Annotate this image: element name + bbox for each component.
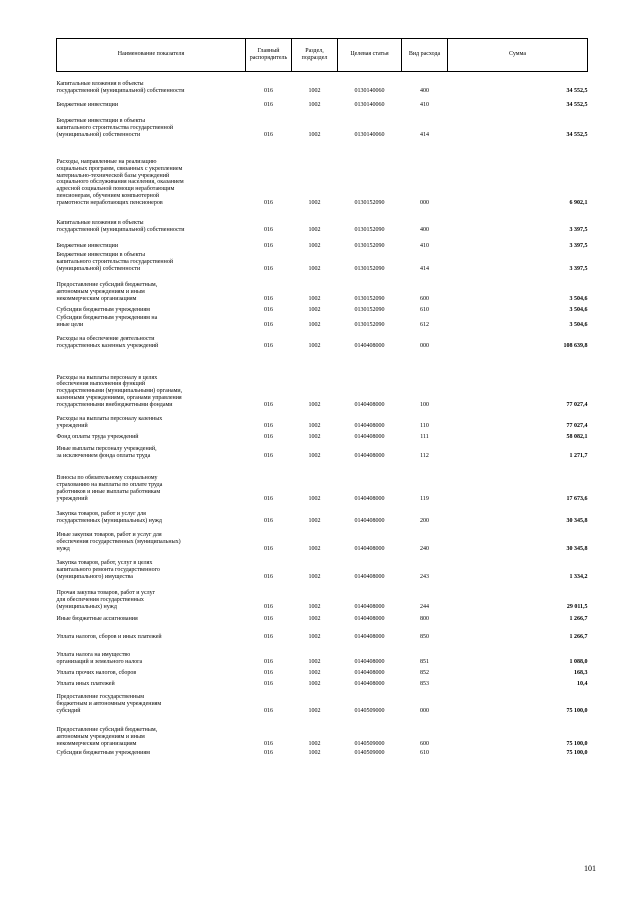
row-target-article: 0130152090 bbox=[354, 306, 385, 313]
row-sum: 1 334,2 bbox=[569, 573, 588, 580]
row-target-article: 0140509000 bbox=[354, 740, 385, 747]
row-name: Бюджетные инвестиции bbox=[56, 101, 119, 108]
table-header bbox=[57, 39, 588, 72]
row-target-article: 0140408000 bbox=[354, 545, 385, 552]
row-main-manager: 016 bbox=[264, 199, 273, 206]
row-target-article: 0140408000 bbox=[354, 603, 385, 610]
row-name: Предоставление субсидий бюджетным, автономным учреждениям и иным некоммерческим организациям bbox=[56, 727, 158, 747]
row-section: 1002 bbox=[308, 226, 321, 233]
row-target-article: 0140408000 bbox=[354, 658, 385, 665]
table-row bbox=[57, 329, 588, 350]
row-section: 1002 bbox=[308, 401, 321, 408]
row-sum: 3 504,6 bbox=[569, 295, 588, 302]
row-expense-type: 000 bbox=[420, 707, 429, 714]
row-name: Бюджетные инвестиции в объекты капитального строительства государственной (муниципальной) собственности bbox=[56, 118, 174, 138]
row-section: 1002 bbox=[308, 433, 321, 440]
row-main-manager: 016 bbox=[264, 495, 273, 502]
row-main-manager: 016 bbox=[264, 295, 273, 302]
row-name: Расходы на выплаты персоналу казенных учреждений bbox=[56, 415, 163, 429]
header-main-manager: Главный распорядитель bbox=[246, 39, 292, 72]
table-body bbox=[57, 72, 588, 757]
row-main-manager: 016 bbox=[264, 131, 273, 138]
header-section: Раздел, подраздел bbox=[292, 39, 338, 72]
row-name: Закупка товаров, работ и услуг для государственных (муниципальных) нужд bbox=[56, 510, 162, 524]
row-section: 1002 bbox=[308, 295, 321, 302]
row-expense-type: 851 bbox=[420, 658, 429, 665]
row-name: Бюджетные инвестиции в объекты капитального строительства государственной (муниципальной) собственности bbox=[56, 252, 174, 272]
row-sum: 75 100,0 bbox=[566, 749, 588, 756]
row-name: Уплата прочих налогов, сборов bbox=[56, 669, 137, 676]
row-expense-type: 240 bbox=[420, 545, 429, 552]
row-target-article: 0130140060 bbox=[354, 101, 385, 108]
table-row bbox=[57, 303, 588, 314]
table-row bbox=[57, 314, 588, 329]
row-name: Иные выплаты персоналу учреждений, за исключением фонда оплаты труда bbox=[56, 445, 157, 459]
row-sum: 6 902,1 bbox=[569, 199, 588, 206]
row-main-manager: 016 bbox=[264, 433, 273, 440]
row-expense-type: 400 bbox=[420, 87, 429, 94]
row-section: 1002 bbox=[308, 87, 321, 94]
row-main-manager: 016 bbox=[264, 422, 273, 429]
row-target-article: 0140509000 bbox=[354, 707, 385, 714]
row-section: 1002 bbox=[308, 517, 321, 524]
row-main-manager: 016 bbox=[264, 573, 273, 580]
table-row bbox=[57, 250, 588, 273]
row-main-manager: 016 bbox=[264, 517, 273, 524]
row-section: 1002 bbox=[308, 342, 321, 349]
row-target-article: 0140408000 bbox=[354, 452, 385, 459]
row-target-article: 0130140060 bbox=[354, 131, 385, 138]
row-expense-type: 410 bbox=[420, 242, 429, 249]
row-section: 1002 bbox=[308, 680, 321, 687]
row-main-manager: 016 bbox=[264, 680, 273, 687]
row-section: 1002 bbox=[308, 265, 321, 272]
table-row bbox=[57, 207, 588, 234]
row-name: Предоставление государственным бюджетным и автономным учреждениям субсидий bbox=[56, 694, 162, 714]
row-expense-type: 200 bbox=[420, 517, 429, 524]
row-sum: 17 673,6 bbox=[566, 495, 588, 502]
row-section: 1002 bbox=[308, 658, 321, 665]
header-target-article: Целевая статья bbox=[338, 39, 402, 72]
row-section: 1002 bbox=[308, 707, 321, 714]
row-name: Субсидии бюджетным учреждениям bbox=[56, 749, 150, 756]
row-sum: 168,3 bbox=[574, 669, 588, 676]
row-sum: 1 266,7 bbox=[569, 633, 588, 640]
table-row bbox=[57, 273, 588, 303]
row-main-manager: 016 bbox=[264, 342, 273, 349]
row-expense-type: 243 bbox=[420, 573, 429, 580]
table-row bbox=[57, 641, 588, 666]
row-sum: 34 552,5 bbox=[566, 87, 588, 94]
table-row bbox=[57, 234, 588, 250]
row-expense-type: 100 bbox=[420, 401, 429, 408]
row-main-manager: 016 bbox=[264, 545, 273, 552]
row-expense-type: 414 bbox=[420, 265, 429, 272]
table-row bbox=[57, 441, 588, 460]
row-section: 1002 bbox=[308, 615, 321, 622]
row-name: Капитальные вложения в объекты государственной (муниципальной) собственности bbox=[56, 80, 185, 94]
row-section: 1002 bbox=[308, 573, 321, 580]
row-name: Субсидии бюджетным учреждениям bbox=[56, 306, 150, 313]
row-sum: 3 397,5 bbox=[569, 226, 588, 233]
row-target-article: 0130152090 bbox=[354, 265, 385, 272]
row-section: 1002 bbox=[308, 242, 321, 249]
table-row bbox=[57, 677, 588, 688]
row-main-manager: 016 bbox=[264, 658, 273, 665]
row-main-manager: 016 bbox=[264, 633, 273, 640]
table-row bbox=[57, 95, 588, 109]
page-number: 101 bbox=[584, 864, 596, 873]
row-section: 1002 bbox=[308, 749, 321, 756]
row-expense-type: 852 bbox=[420, 669, 429, 676]
header-indicator-name: Наименование показателя bbox=[57, 39, 246, 72]
table-row bbox=[57, 460, 588, 503]
table-row bbox=[57, 503, 588, 525]
row-name: Расходы на выплаты персоналу в целях обеспечения выполнения функций государственными (муниципальными) органами, казенными учреждениями, органами управления государственными внебюджетными фондами bbox=[56, 374, 183, 408]
row-expense-type: 853 bbox=[420, 680, 429, 687]
row-name: Уплата иных платежей bbox=[56, 680, 115, 687]
row-target-article: 0140408000 bbox=[354, 669, 385, 676]
row-section: 1002 bbox=[308, 131, 321, 138]
row-main-manager: 016 bbox=[264, 306, 273, 313]
row-sum: 75 100,0 bbox=[566, 707, 588, 714]
row-sum: 108 639,8 bbox=[563, 342, 588, 349]
row-section: 1002 bbox=[308, 495, 321, 502]
row-target-article: 0140408000 bbox=[354, 680, 385, 687]
row-expense-type: 000 bbox=[420, 342, 429, 349]
row-expense-type: 800 bbox=[420, 615, 429, 622]
table-row bbox=[57, 409, 588, 430]
row-section: 1002 bbox=[308, 545, 321, 552]
row-expense-type: 850 bbox=[420, 633, 429, 640]
row-expense-type: 600 bbox=[420, 295, 429, 302]
row-main-manager: 016 bbox=[264, 707, 273, 714]
row-target-article: 0130152090 bbox=[354, 321, 385, 328]
row-main-manager: 016 bbox=[264, 265, 273, 272]
row-name: Бюджетные инвестиции bbox=[56, 242, 119, 249]
table-row bbox=[57, 72, 588, 95]
row-sum: 29 011,5 bbox=[566, 603, 588, 610]
row-target-article: 0130152090 bbox=[354, 295, 385, 302]
row-sum: 3 504,6 bbox=[569, 306, 588, 313]
row-name: Субсидии бюджетным учреждениям на иные цели bbox=[56, 314, 158, 328]
header-expense-type: Вид расхода bbox=[402, 39, 448, 72]
row-section: 1002 bbox=[308, 669, 321, 676]
row-sum: 3 397,5 bbox=[569, 265, 588, 272]
table-row bbox=[57, 350, 588, 409]
row-expense-type: 110 bbox=[420, 422, 429, 429]
row-expense-type: 600 bbox=[420, 740, 429, 747]
row-expense-type: 112 bbox=[420, 452, 429, 459]
row-target-article: 0140509000 bbox=[354, 749, 385, 756]
table-row bbox=[57, 109, 588, 139]
row-sum: 30 345,8 bbox=[566, 517, 588, 524]
row-name: Расходы, направленные на реализацию социальных программ, связанных с укреплением материально-технической базы учреждений социального обслуживания населения, оказанием адресной социальной помощи неработающим пенсионерам, обучением компьютерной грамотности неработающих пенсионеров bbox=[56, 158, 184, 206]
row-sum: 3 397,5 bbox=[569, 242, 588, 249]
row-main-manager: 016 bbox=[264, 321, 273, 328]
row-section: 1002 bbox=[308, 422, 321, 429]
row-sum: 1 266,7 bbox=[569, 615, 588, 622]
row-expense-type: 414 bbox=[420, 131, 429, 138]
row-target-article: 0140408000 bbox=[354, 517, 385, 524]
table-row bbox=[57, 666, 588, 677]
row-main-manager: 016 bbox=[264, 226, 273, 233]
row-sum: 58 082,1 bbox=[566, 433, 588, 440]
row-expense-type: 119 bbox=[420, 495, 429, 502]
row-target-article: 0140408000 bbox=[354, 573, 385, 580]
row-name: Уплата налога на имущество организаций и земельного налога bbox=[56, 651, 143, 665]
row-target-article: 0140408000 bbox=[354, 342, 385, 349]
table-row bbox=[57, 553, 588, 581]
table-row bbox=[57, 139, 588, 207]
row-target-article: 0140408000 bbox=[354, 633, 385, 640]
row-sum: 34 552,5 bbox=[566, 131, 588, 138]
table-row bbox=[57, 748, 588, 757]
row-main-manager: 016 bbox=[264, 615, 273, 622]
row-target-article: 0130152090 bbox=[354, 226, 385, 233]
budget-table bbox=[56, 38, 588, 757]
row-name: Взносы по обязательному социальному страхованию на выплаты по оплате труда работников и иные выплаты работникам учреждений bbox=[56, 475, 163, 502]
row-target-article: 0130140060 bbox=[354, 87, 385, 94]
row-section: 1002 bbox=[308, 321, 321, 328]
table-row bbox=[57, 430, 588, 441]
row-sum: 10,4 bbox=[577, 680, 588, 687]
row-section: 1002 bbox=[308, 633, 321, 640]
row-sum: 77 027,4 bbox=[566, 401, 588, 408]
row-section: 1002 bbox=[308, 603, 321, 610]
row-sum: 30 345,8 bbox=[566, 545, 588, 552]
row-name: Иные бюджетные ассигнования bbox=[56, 615, 138, 622]
row-section: 1002 bbox=[308, 740, 321, 747]
row-target-article: 0130152090 bbox=[354, 242, 385, 249]
row-sum: 75 100,0 bbox=[566, 740, 588, 747]
row-name: Закупка товаров, работ, услуг в целях капитального ремонта государственного (муниципального) имущества bbox=[56, 560, 160, 580]
row-expense-type: 244 bbox=[420, 603, 429, 610]
row-main-manager: 016 bbox=[264, 669, 273, 676]
row-target-article: 0140408000 bbox=[354, 401, 385, 408]
row-target-article: 0140408000 bbox=[354, 495, 385, 502]
row-sum: 1 088,0 bbox=[569, 658, 588, 665]
row-main-manager: 016 bbox=[264, 603, 273, 610]
row-target-article: 0140408000 bbox=[354, 433, 385, 440]
row-sum: 34 552,5 bbox=[566, 101, 588, 108]
row-expense-type: 610 bbox=[420, 749, 429, 756]
row-expense-type: 610 bbox=[420, 306, 429, 313]
row-section: 1002 bbox=[308, 452, 321, 459]
row-name: Капитальные вложения в объекты государственной (муниципальной) собственности bbox=[56, 219, 185, 233]
row-sum: 1 271,7 bbox=[569, 452, 588, 459]
row-main-manager: 016 bbox=[264, 740, 273, 747]
row-expense-type: 000 bbox=[420, 199, 429, 206]
row-section: 1002 bbox=[308, 306, 321, 313]
row-main-manager: 016 bbox=[264, 242, 273, 249]
row-main-manager: 016 bbox=[264, 401, 273, 408]
row-main-manager: 016 bbox=[264, 749, 273, 756]
row-name: Расходы на обеспечение деятельности государственных казенных учреждений bbox=[56, 335, 159, 349]
table-row bbox=[57, 581, 588, 611]
row-name: Прочая закупка товаров, работ и услуг для обеспечения государственных (муниципальных) нужд bbox=[56, 590, 156, 610]
row-name: Уплата налогов, сборов и иных платежей bbox=[56, 633, 162, 640]
row-name: Фонд оплаты труда учреждений bbox=[56, 433, 139, 440]
table-row bbox=[57, 525, 588, 553]
row-section: 1002 bbox=[308, 199, 321, 206]
row-section: 1002 bbox=[308, 101, 321, 108]
row-sum: 3 504,6 bbox=[569, 321, 588, 328]
table-row bbox=[57, 623, 588, 641]
row-target-article: 0140408000 bbox=[354, 422, 385, 429]
row-sum: 77 027,4 bbox=[566, 422, 588, 429]
table-row bbox=[57, 688, 588, 715]
row-expense-type: 400 bbox=[420, 226, 429, 233]
table-row bbox=[57, 611, 588, 623]
row-expense-type: 612 bbox=[420, 321, 429, 328]
row-expense-type: 111 bbox=[420, 433, 429, 440]
table-row bbox=[57, 715, 588, 748]
row-target-article: 0130152090 bbox=[354, 199, 385, 206]
row-name: Предоставление субсидий бюджетным, автономным учреждениям и иным некоммерческим организациям bbox=[56, 282, 158, 302]
row-main-manager: 016 bbox=[264, 101, 273, 108]
row-main-manager: 016 bbox=[264, 452, 273, 459]
row-expense-type: 410 bbox=[420, 101, 429, 108]
header-sum: Сумма bbox=[448, 39, 588, 72]
row-main-manager: 016 bbox=[264, 87, 273, 94]
row-name: Иные закупки товаров, работ и услуг для обеспечения государственных (муниципальных) нужд bbox=[56, 532, 181, 552]
row-target-article: 0140408000 bbox=[354, 615, 385, 622]
